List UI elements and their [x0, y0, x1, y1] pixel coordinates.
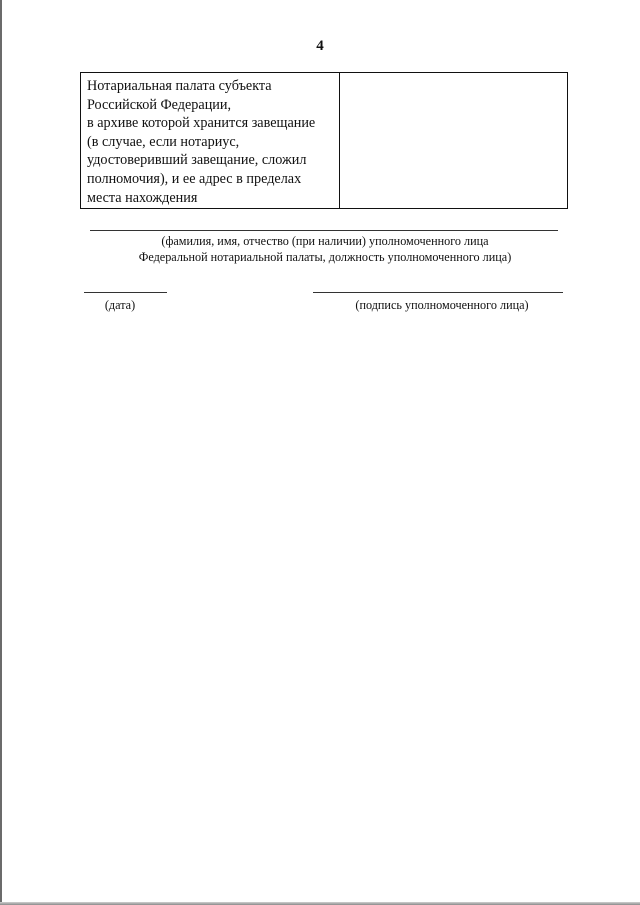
label-line: полномочия), и ее адрес в пределах: [87, 170, 302, 187]
official-caption-line1: (фамилия, имя, отчество (при наличии) уполномоченного лица: [161, 234, 489, 248]
signature-caption: (подпись уполномоченного лица): [355, 298, 529, 312]
date-line[interactable]: [84, 292, 167, 293]
page-number: 4: [316, 38, 324, 54]
signature-line[interactable]: [313, 292, 563, 293]
notary-chamber-table: [80, 72, 568, 209]
page-left-edge: [0, 0, 2, 905]
notary-chamber-label-cell: [81, 73, 340, 209]
label-line: места нахождения: [87, 189, 198, 206]
label-line: Российской Федерации,: [87, 96, 232, 113]
notary-chamber-value-cell[interactable]: [339, 73, 567, 209]
label-line: удостоверивший завещание, сложил: [87, 152, 307, 169]
date-caption: (дата): [104, 298, 136, 312]
label-line: (в случае, если нотариус,: [87, 133, 240, 150]
table-row: [81, 73, 568, 209]
official-caption-line2: Федеральной нотариальной палаты, должность уполномоченного лица): [138, 250, 512, 264]
label-line: в архиве которой хранится завещание: [87, 115, 316, 132]
official-name-line[interactable]: [90, 230, 558, 231]
label-line: Нотариальная палата субъекта: [87, 78, 272, 94]
